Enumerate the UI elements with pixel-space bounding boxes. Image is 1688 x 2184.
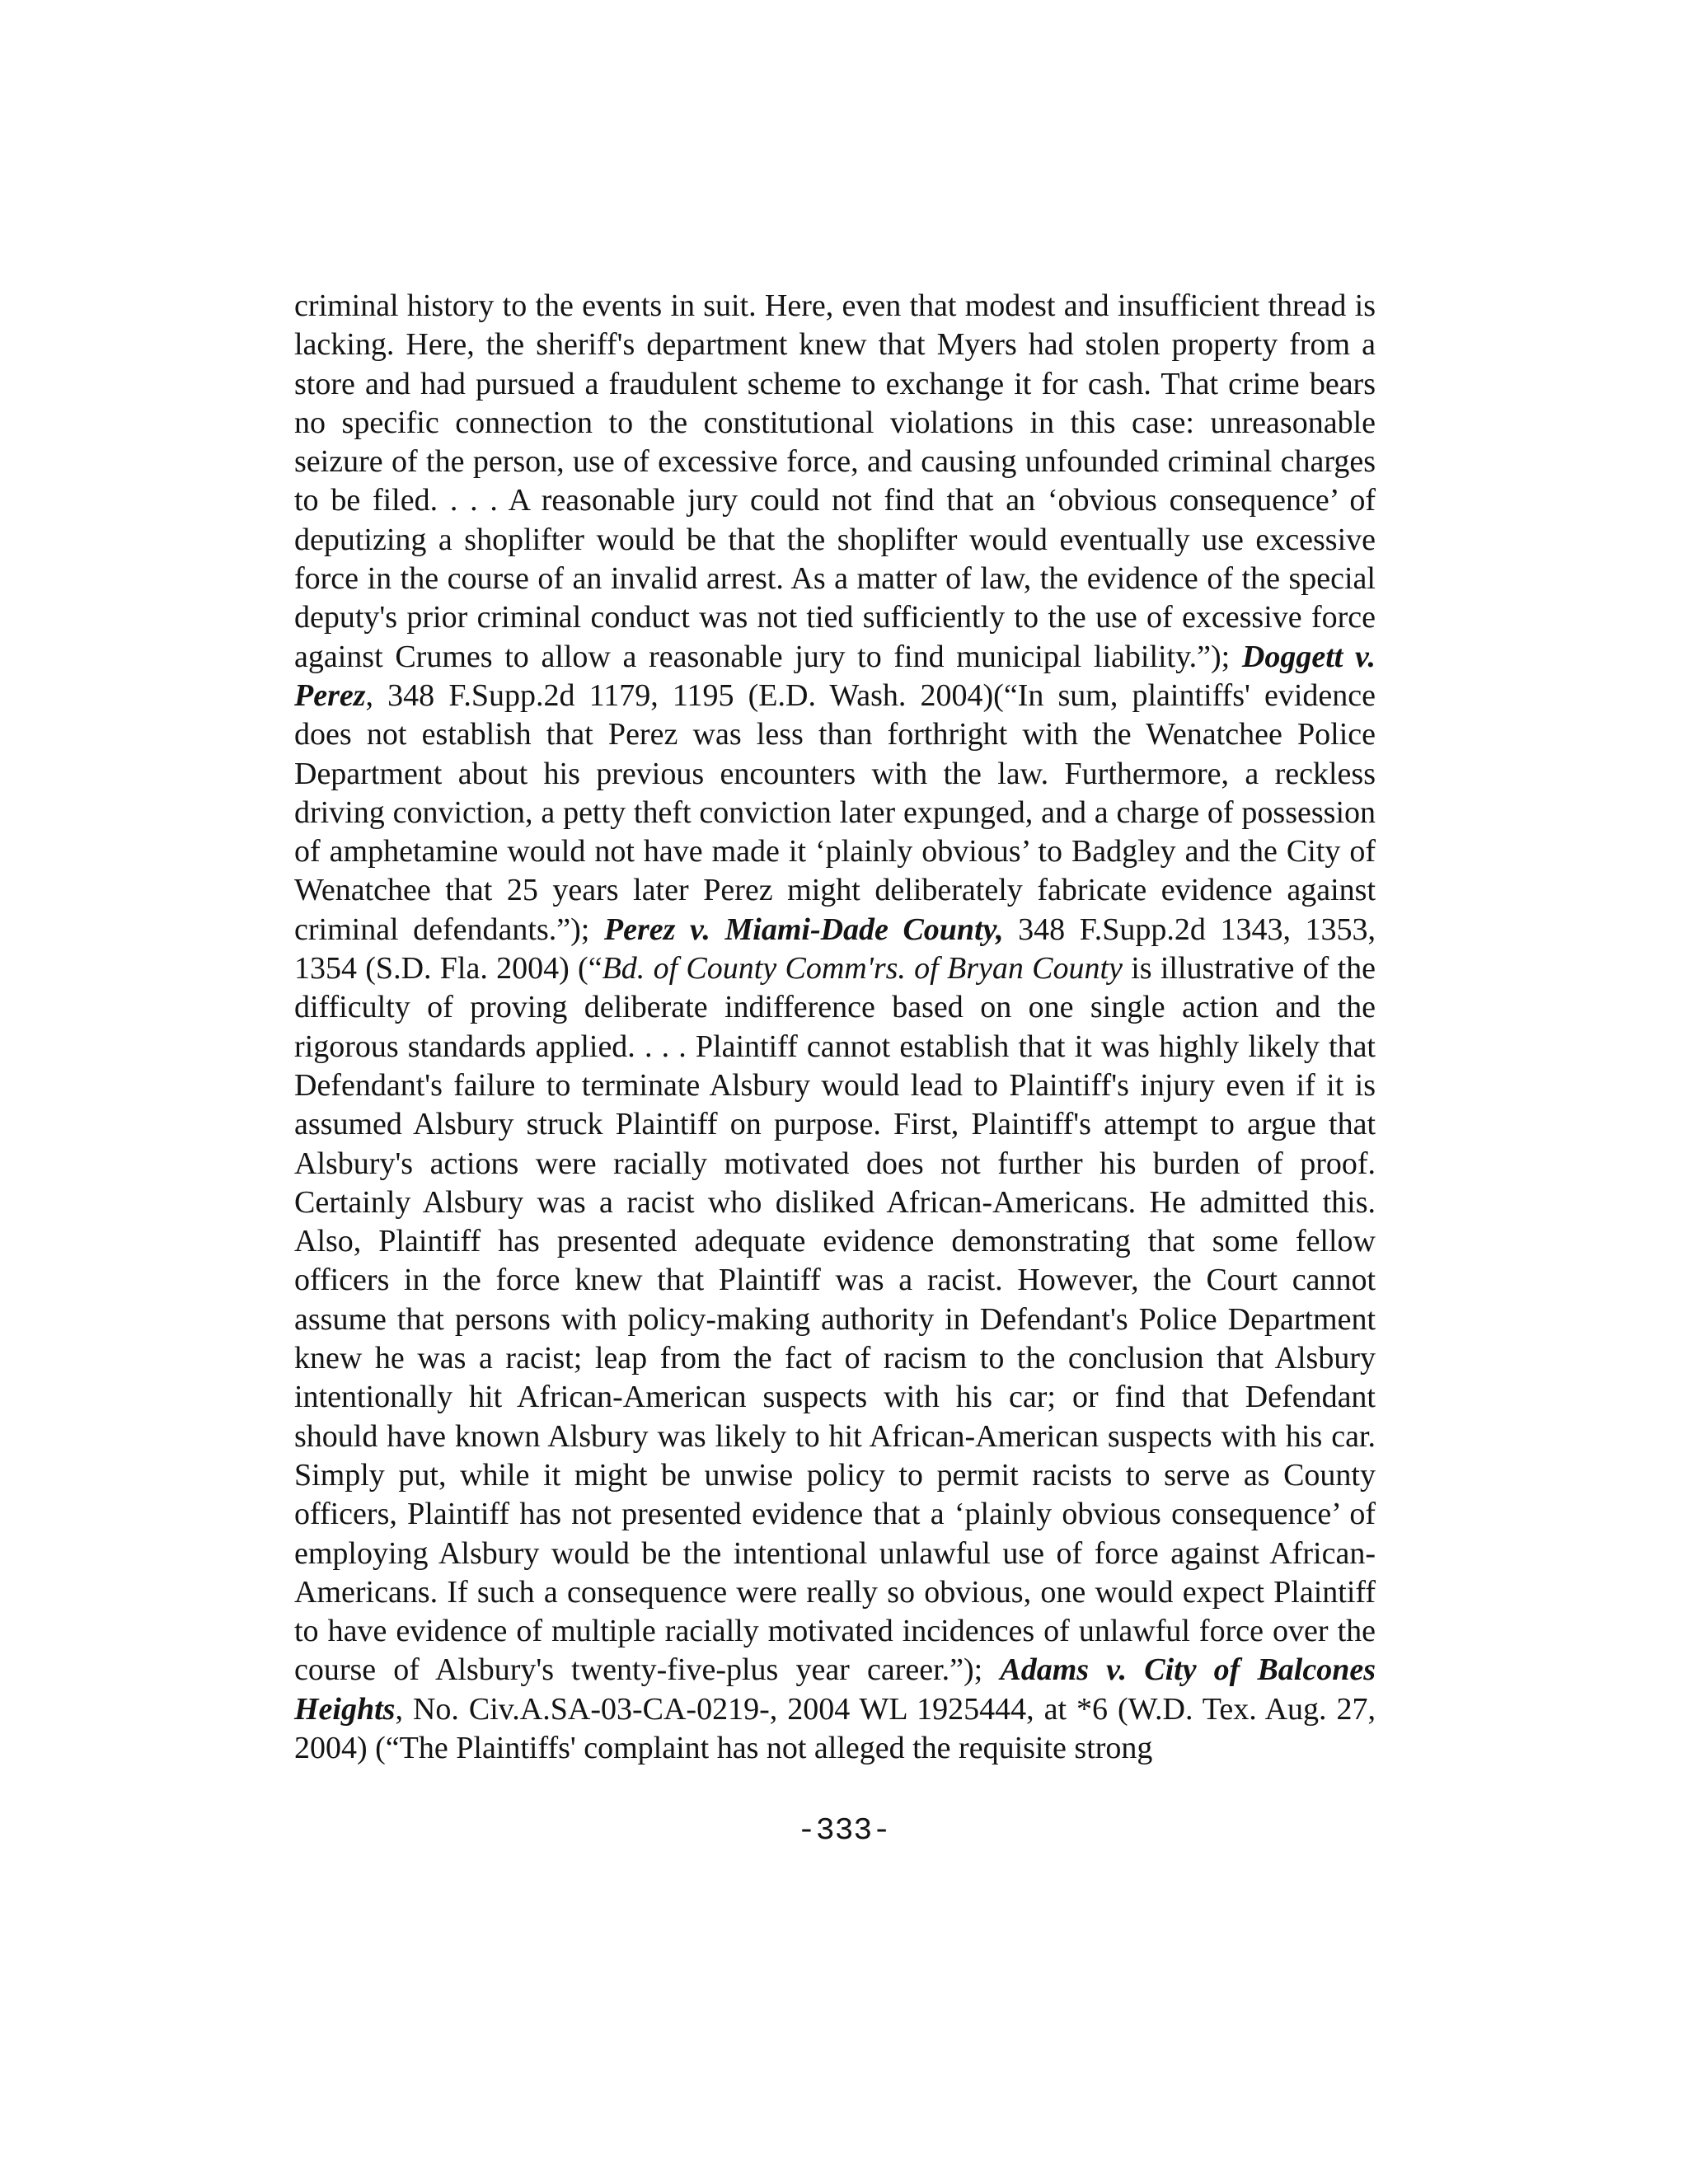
body-paragraph <box>294 287 1376 1768</box>
citation-text: 348 F.Supp.2d 1343, 1353, 1354 (S.D. Fla. 2004) (“ <box>294 912 1376 987</box>
case-citation-doggett: Doggett v. Perez <box>294 639 1376 713</box>
citation-text: , No. Civ.A.SA-03-CA-0219-, 2004 WL 1925444, at *6 (W.D. Tex. Aug. 27, 2004) (“The Plaintiffs' complaint has not alleged the requisite strong <box>294 1691 1376 1765</box>
quoted-text: criminal history to the events in suit. Here, even that modest and insufficient thread is lacking. Here, the sheriff's department knew that Myers had stolen property from a store and had pursued a fraudulent scheme to exchange it for cash. That crime bears no specific connection to the constitutional violations in this case: unreasonable seizure of the person, use of excessive force, and causing unfounded criminal charges to be filed. . . . A reasonable jury could not find that an ‘obvious consequence’ of deputizing a shoplifter would be that the shoplifter would eventually use excessive force in the course of an invalid arrest. As a matter of law, the evidence of the special deputy's prior criminal conduct was not tied sufficiently to the use of excessive force against Crumes to allow a reasonable jury to find municipal liability.”); <box>294 288 1376 674</box>
case-citation-perez: Perez v. Miami-Dade County, <box>603 912 1004 947</box>
quoted-text: is illustrative of the difficulty of proving deliberate indifference based on one single action and the rigorous standards applied. . . . Plaintiff cannot establish that it was highly likely that Defendant's failure to terminate Alsbury would lead to Plaintiff's injury even if it is assumed Alsbury struck Plaintiff on purpose. First, Plaintiff's attempt to argue that Alsbury's actions were racially motivated does not further his burden of proof. Certainly Alsbury was a racist who disliked African-Americans. He admitted this. Also, Plaintiff has presented adequate evidence demonstrating that some fellow officers in the force knew that Plaintiff was a racist. However, the Court cannot assume that persons with policy-making authority in Defendant's Police Department knew he was a racist; leap from the fact of racism to the conclusion that Alsbury intentionally hit African-American suspects with his car; or find that Defendant should have known Alsbury was likely to hit African-American suspects with his car. Simply put, while it might be unwise policy to permit racists to serve as County officers, Plaintiff has not presented evidence that a ‘plainly obvious consequence’ of employing Alsbury would be the intentional unlawful use of force against African-Americans. If such a consequence were really so obvious, one would expect Plaintiff to have evidence of multiple racially motivated incidences of unlawful force over the course of Alsbury's twenty-five-plus year career.”); <box>294 951 1376 1688</box>
page-number: -333- <box>796 1813 892 1849</box>
case-citation-adams: Adams v. City of Balcones Heights <box>294 1652 1376 1727</box>
case-reference-bryan-county: Bd. of County Comm'rs. of Bryan County <box>602 951 1123 987</box>
citation-text: , 348 F.Supp.2d 1179, 1195 (E.D. Wash. 2004)(“In sum, plaintiffs' evidence does not establish that Perez was less than forthright with the Wenatchee Police Department about his previous encounters with the law. Furthermore, a reckless driving conviction, a petty theft conviction later expunged, and a charge of possession of amphetamine would not have made it ‘plainly obvious’ to Badgley and the City of Wenatchee that 25 years later Perez might deliberately fabricate evidence against criminal defendants.”); <box>294 677 1376 947</box>
document-body <box>294 287 1376 1768</box>
